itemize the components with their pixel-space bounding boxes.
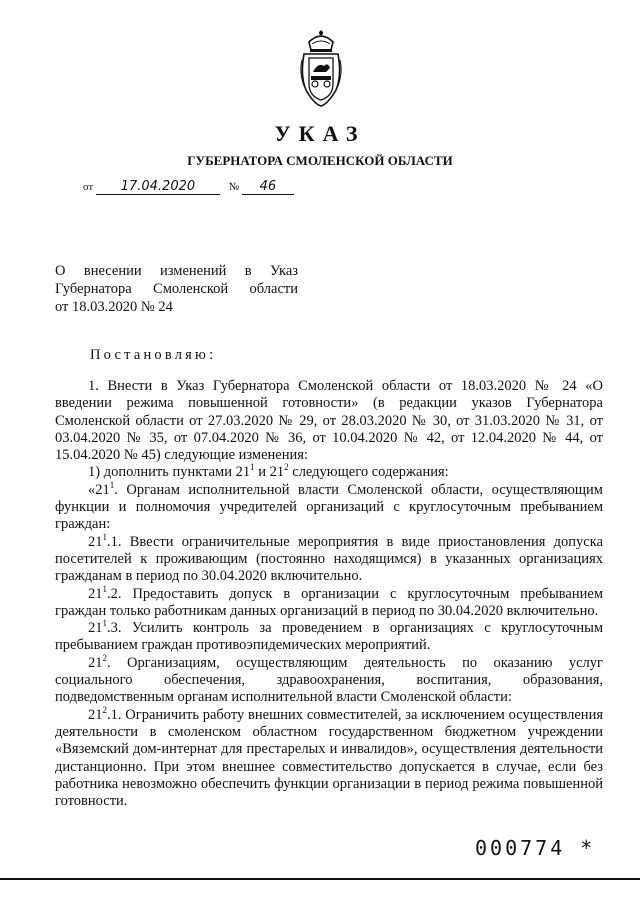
- serial-value: 000774: [475, 836, 566, 860]
- paragraph: $21^2.1$. Ограничить работу внешних совместителей, за исключением осуществления деятельности в смоленском областном государственном бюджетном учреждении «Вяземский дом-интернат для престарелых и инвалидов», осуществления деятельности дистанционно. При этом внешнее совместительство допускается в случае, если без работника невозможно обеспечить функции организации в период режима повышенной готовности.: [55, 704, 603, 810]
- number-value: 46: [242, 180, 294, 195]
- date-number-line: [83, 180, 294, 195]
- date-value: 17.04.2020: [96, 180, 220, 195]
- paragraph: $21^1.3$. Усилить контроль за проведением в организациях с круглосуточным пребыванием граждан противоэпидемических мероприятий.: [55, 618, 603, 654]
- paragraph: «$21^1$. Органам исполнительной власти Смоленской области, осуществляющим функции и полномочия учредителей организаций с круглосуточным пребыванием граждан:: [55, 479, 603, 533]
- bottom-rule: [0, 878, 640, 880]
- document-subtitle: ГУБЕРНАТОРА СМОЛЕНСКОЙ ОБЛАСТИ: [187, 153, 453, 168]
- subject-block: [55, 262, 298, 316]
- subject-line: О внесении изменений в Указ: [55, 263, 298, 279]
- paragraph: $21^1.2$. Предоставить допуск в организации с круглосуточным пребыванием граждан только работникам данных организаций в период по 30.04.2020 включительно.: [55, 583, 603, 619]
- subject-line: от 18.03.2020 № 24: [55, 299, 173, 315]
- serial-mark: *: [580, 836, 596, 860]
- document-body: [55, 378, 603, 810]
- paragraph: $21^2$. Организациям, осуществляющим деятельность по оказанию услуг социального обеспечения, здравоохранения, воспитания, образования, подведомственным органам исполнительной власти Смоленской области:: [55, 652, 603, 706]
- subject-line: Губернатора Смоленской области: [55, 281, 298, 297]
- paragraph: 1. Внести в Указ Губернатора Смоленской области от 18.03.2020 № 24 «О введении режима повышенной готовности» (в редакции указов Губернатора Смоленской области от 27.03.2020 № 29, от 28.03.2020 № 30, от 31.03.2020 № 31, от 03.04.2020 № 35, от 07.04.2020 № 36, от 10.04.2020 № 42, от 12.04.2020 № 44, от 15.04.2020 № 45) следующие изменения:: [55, 378, 603, 464]
- date-prefix: от: [83, 181, 94, 193]
- paragraph: $21^1.1$. Ввести ограничительные мероприятия в виде приостановления допуска посетителей к проживающим (постоянно находящимся) в указанных организациях гражданам в период по 30.04.2020 включительно.: [55, 531, 603, 585]
- coat-of-arms-emblem: [296, 28, 346, 108]
- serial-number: [475, 836, 595, 860]
- number-prefix: №: [228, 181, 240, 193]
- decree-word: Постановляю:: [90, 347, 217, 363]
- paragraph: 1) дополнить пунктами $21^1$ и $21^2$ следующего содержания:: [88, 462, 449, 481]
- document-title: УКАЗ: [274, 121, 366, 146]
